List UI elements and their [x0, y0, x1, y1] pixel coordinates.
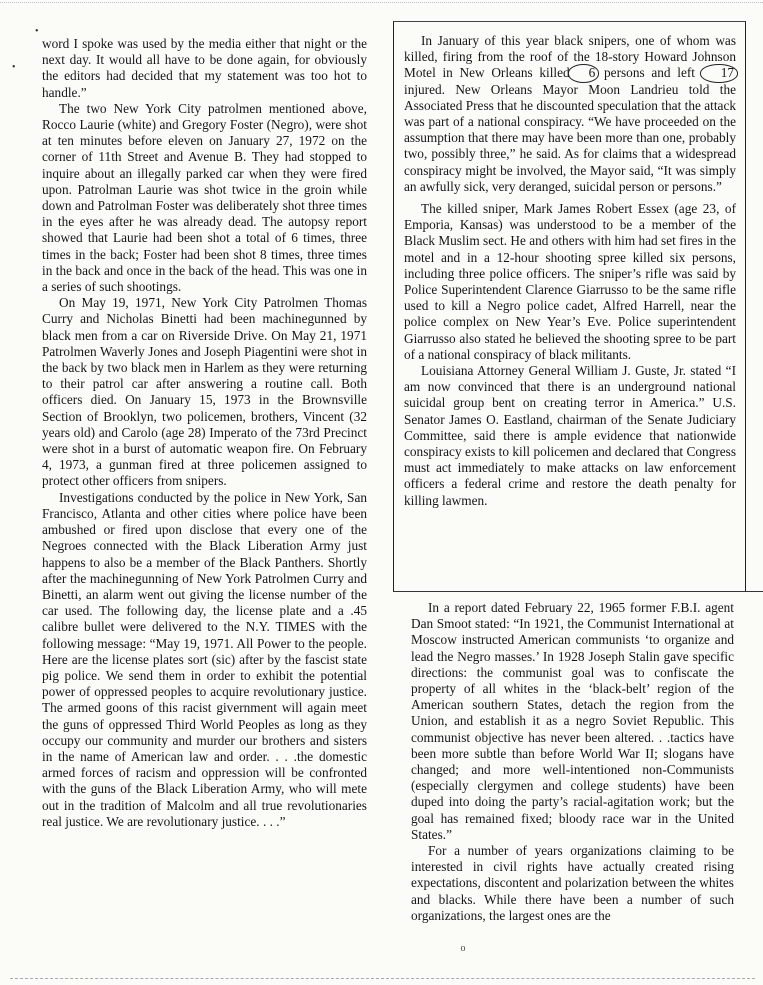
boxed-news-text: [404, 33, 736, 509]
paragraph: In a report dated February 22, 1965 former F.B.I. agent Dan Smoot stated: “In 1921, the Communist International at Moscow instructed American communists ‘to organize and lead the Negro masses.’ In 1928 Joseph Stalin gave specific directions: the communist goal was to confiscate the property of all whites in the ‘black-belt’ region of the American southern States, detach the region from the Union, and establish it as a negro Soviet Republic. This communist objective has never been altered. . .tactics have been more subtle than before World War II; slogans have changed; and more well-intentioned non-Communists (especially clergymen and college students) have been duped into doing the party’s racial-agitation work; but the goal has remained fixed; bloody race war in the United States.”: [411, 600, 734, 842]
right-lower-column: [411, 600, 734, 924]
paragraph: Investigations conducted by the police in New York, San Francisco, Atlanta and other cities where police have been ambushed or fired upon disclose that every one of the Negroes connected with the Black Liberation Army just happens to also be a member of the Black Panthers. Shortly after the machinegunning of New York Patrolmen Curry and Binetti, an alarm went out giving the license number of the car used. The following day, the license plate and a .45 calibre bullet were delivered to the N.Y. TIMES with the following message: “May 19, 1971. All Power to the people. Here are the license plates sort (sic) after by the fascist state pig police. We send them in order to exhibit the potential power of oppressed peoples to acquire revolutionary justice. The armed goons of this racist givernment will again meet the guns of oppressed Third World Peoples as long as they occupy our community and murder our brothers and sisters in the name of American law and order. . . .the domestic armed forces of racism and oppression will be confronted with the guns of the Black Liberation Army, who will mete out in the tradition of Malcolm and all true revolutionaries real justice. We are revolutionary justice. . . .”: [42, 489, 367, 829]
box-bottom-rule: [393, 591, 763, 592]
margin-mark: •: [12, 62, 16, 73]
top-dotted-rule: [0, 2, 763, 3]
paragraph: word I spoke was used by the media either that night or the next day. It would all have to be done again, for obviously the editors had decided that my statement was too hot to handle.”: [42, 36, 367, 100]
paragraph: Louisiana Attorney General William J. Guste, Jr. stated “I am now convinced that there is an underground national suicidal group bent on creating terror in America.” U.S. Senator James O. Eastland, chairman of the Senate Judiciary Committee, said there is ample evidence that nationwide conspiracy exists to kill policemen and declared that Congress must act immediately to make attacks on law enforcement officers a federal crime and restore the death penalty for killing lawmen.: [404, 363, 736, 508]
page-mark: o: [460, 943, 466, 954]
paragraph: In January of this year black snipers, one of whom was killed, firing from the roof of the 18-story Howard Johnson Motel in New Orleans killed 6 persons and left 17 injured. New Orleans Mayor Moon Landrieu told the Associated Press that he discounted speculation that the attack was part of a national conspiracy. “We have proceeded on the assumption that there may have been more than one, probably two, possibly three,” he said. As for claims that a widespread conspiracy might be involved, the Mayor said, “It was simply an awfully sick, very deranged, suicidal person or persons.”: [404, 33, 736, 194]
paragraph: On May 19, 1971, New York City Patrolmen Thomas Curry and Nicholas Binetti had been machinegunned by black men from a car on Riverside Drive. On May 21, 1971 Patrolmen Waverly Jones and Joseph Piagentini were shot in the back by two black men in Harlem as they were returning to their patrol car after answering a routine call. Both officers died. On January 15, 1973 in the Brownsville Section of Brooklyn, two policemen, brothers, Vincent (32 years old) and Carolo (age 28) Imperato of the 73rd Precinct were shot in a burst of automatic weapon fire. On February 4, 1973, a gunman fired at three policemen assigned to protect other officers from snipers.: [42, 295, 367, 489]
paragraph: For a number of years organizations claiming to be interested in civil rights have actually created rising expectations, discontent and polarization between the whites and blacks. While there have been a number of such organizations, the largest ones are the: [411, 843, 734, 923]
circled-number: 17: [702, 65, 736, 81]
paragraph: The killed sniper, Mark James Robert Essex (age 23, of Emporia, Kansas) was understood to be a member of the Black Muslim sect. He and others with him had set fires in the motel and in a 12-hour shooting spree killed six persons, including three police officers. The sniper’s rifle was said by Police Superintendent Clarence Giarrusso to be the same rifle used to kill a Negro police cadet, Alfred Harrell, near the police complex on New Year’s Eve. Police superintendent Giarrusso also stated he believed the shooting spree to be part of a national conspiracy of black militants.: [404, 201, 736, 362]
margin-mark: •: [35, 26, 39, 37]
bottom-dashed-rule: [10, 978, 755, 979]
left-column: [42, 36, 367, 830]
circled-number: 6: [570, 65, 598, 81]
paragraph: The two New York City patrolmen mentioned above, Rocco Laurie (white) and Gregory Foster (Negro), were shot at ten minutes before eleven on January 27, 1972 on the corner of 11th Street and Avenue B. They had stopped to inquire about an illegally parked car when they were fired upon. Patrolman Laurie was shot twice in the groin while down and Patrolman Foster was deliberately shot three times in the eyes after he was already dead. The autopsy report showed that Laurie had been shot a total of 6 times, three times in the back; Foster had been shot 8 times, three times in the back and once in the back of the head. This was one in a series of such shootings.: [42, 100, 367, 295]
